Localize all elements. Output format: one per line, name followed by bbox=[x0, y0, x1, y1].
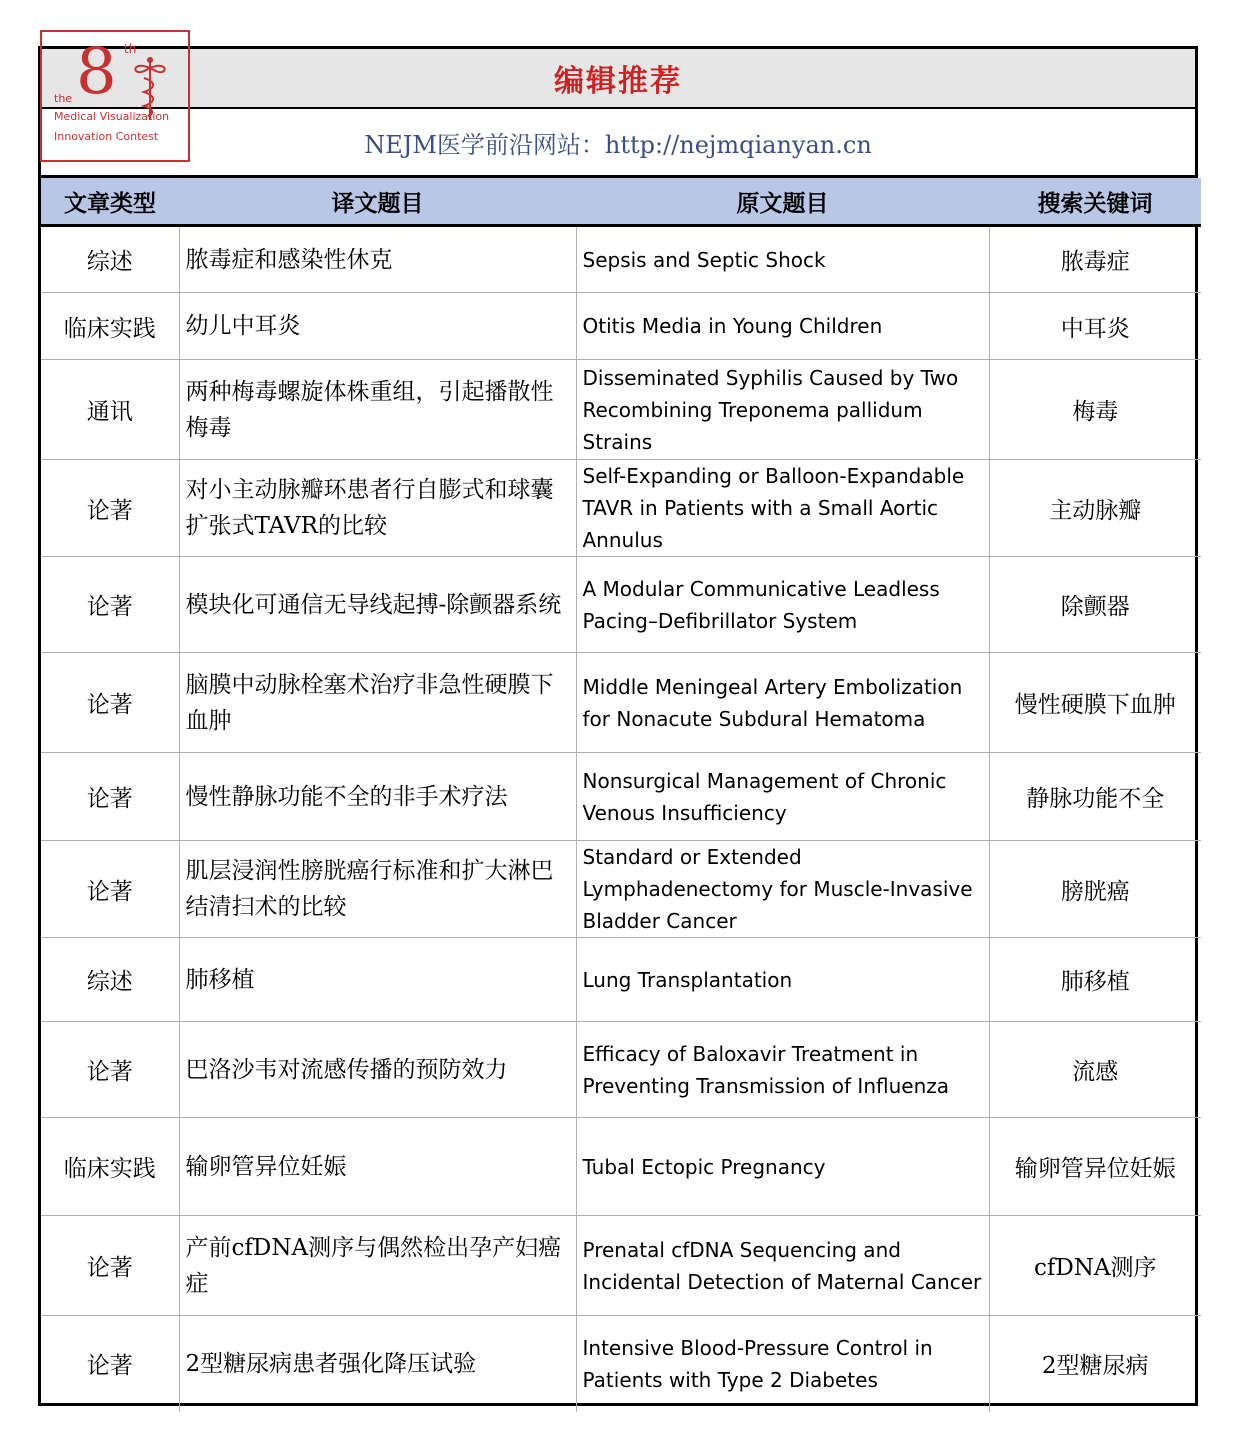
chinese-title: 产前cfDNA测序与偶然检出孕产妇癌症 bbox=[179, 1216, 576, 1316]
chinese-title: 对小主动脉瓣环患者行自膨式和球囊扩张式TAVR的比较 bbox=[179, 460, 576, 557]
search-keyword: 膀胱癌 bbox=[989, 841, 1201, 938]
logo-line-2: Innovation Contest bbox=[54, 130, 159, 143]
chinese-title: 脓毒症和感染性休克 bbox=[179, 226, 576, 293]
logo-ordinal: th bbox=[124, 42, 137, 56]
article-type: 论著 bbox=[41, 753, 179, 841]
logo-the: the bbox=[54, 92, 73, 105]
chinese-title: 2型糖尿病患者强化降压试验 bbox=[179, 1316, 576, 1412]
original-title: A Modular Communicative Leadless Pacing–Defibrillator System bbox=[576, 557, 989, 653]
original-title: Sepsis and Septic Shock bbox=[576, 226, 989, 293]
chinese-title: 幼儿中耳炎 bbox=[179, 293, 576, 360]
article-type: 论著 bbox=[41, 557, 179, 653]
chinese-title: 肌层浸润性膀胱癌行标准和扩大淋巴结清扫术的比较 bbox=[179, 841, 576, 938]
chinese-title: 模块化可通信无导线起搏-除颤器系统 bbox=[179, 557, 576, 653]
chinese-title: 慢性静脉功能不全的非手术疗法 bbox=[179, 753, 576, 841]
column-header-en-title: 原文题目 bbox=[576, 178, 989, 226]
search-keyword: 中耳炎 bbox=[989, 293, 1201, 360]
original-title: Intensive Blood-Pressure Control in Patients with Type 2 Diabetes bbox=[576, 1316, 989, 1412]
table-row bbox=[41, 1316, 1201, 1412]
table-row bbox=[41, 557, 1201, 653]
logo-number: 8 bbox=[76, 35, 117, 109]
chinese-title: 肺移植 bbox=[179, 938, 576, 1022]
original-title: Lung Transplantation bbox=[576, 938, 989, 1022]
table-header-row bbox=[41, 178, 1201, 226]
article-type: 综述 bbox=[86, 249, 133, 275]
original-title: Otitis Media in Young Children bbox=[576, 293, 989, 360]
original-title: Self-Expanding or Balloon-Expandable TAVR in Patients with a Small Aortic Annulus bbox=[576, 460, 989, 557]
search-keyword: cfDNA测序 bbox=[989, 1216, 1201, 1316]
original-title: Prenatal cfDNA Sequencing and Incidental Detection of Maternal Cancer bbox=[576, 1216, 989, 1316]
original-title: Efficacy of Baloxavir Treatment in Preventing Transmission of Influenza bbox=[576, 1022, 989, 1118]
chinese-title: 两种梅毒螺旋体株重组，引起播散性梅毒 bbox=[179, 360, 576, 460]
article-type: 通讯 bbox=[41, 360, 179, 460]
original-title: Nonsurgical Management of Chronic Venous Insufficiency bbox=[576, 753, 989, 841]
table-row bbox=[41, 841, 1201, 938]
search-keyword: 梅毒 bbox=[989, 360, 1201, 460]
column-header-type: 文章类型 bbox=[41, 178, 179, 226]
search-keyword: 脓毒症 bbox=[989, 226, 1201, 293]
original-title: Standard or Extended Lymphadenectomy for Muscle-Invasive Bladder Cancer bbox=[576, 841, 989, 938]
search-keyword: 流感 bbox=[989, 1022, 1201, 1118]
chinese-title: 脑膜中动脉栓塞术治疗非急性硬膜下血肿 bbox=[179, 653, 576, 753]
search-keyword: 慢性硬膜下血肿 bbox=[989, 653, 1201, 753]
search-keyword: 静脉功能不全 bbox=[989, 753, 1201, 841]
table-row bbox=[41, 460, 1201, 557]
article-type: 论著 bbox=[41, 460, 179, 557]
column-header-keyword: 搜索关键词 bbox=[989, 178, 1201, 226]
table-row bbox=[41, 293, 1201, 360]
logo-line-1: Medical Visualization bbox=[54, 110, 170, 123]
original-title: Tubal Ectopic Pregnancy bbox=[576, 1118, 989, 1216]
site-url-text: NEJM医学前沿网站：http://nejmqianyan.cn bbox=[41, 109, 1195, 178]
article-type: 综述 bbox=[41, 938, 179, 1022]
table-row bbox=[41, 938, 1201, 1022]
table-row bbox=[41, 1022, 1201, 1118]
search-keyword: 主动脉瓣 bbox=[989, 460, 1201, 557]
article-type: 临床实践 bbox=[41, 1118, 179, 1216]
search-keyword: 输卵管异位妊娠 bbox=[989, 1118, 1201, 1216]
article-table bbox=[41, 178, 1201, 1412]
table-row bbox=[41, 360, 1201, 460]
article-type: 论著 bbox=[41, 841, 179, 938]
table-row bbox=[41, 1118, 1201, 1216]
table-row bbox=[41, 1216, 1201, 1316]
article-type: 临床实践 bbox=[41, 293, 179, 360]
original-title: Disseminated Syphilis Caused by Two Recombining Treponema pallidum Strains bbox=[576, 360, 989, 460]
article-type: 论著 bbox=[41, 653, 179, 753]
recommendation-sheet bbox=[38, 46, 1198, 1406]
article-type: 论著 bbox=[41, 1216, 179, 1316]
search-keyword: 肺移植 bbox=[989, 938, 1201, 1022]
column-header-zh-title: 译文题目 bbox=[179, 178, 576, 226]
search-keyword: 除颤器 bbox=[989, 557, 1201, 653]
search-keyword: 2型糖尿病 bbox=[989, 1316, 1201, 1412]
table-row bbox=[41, 753, 1201, 841]
article-type: 论著 bbox=[41, 1316, 179, 1412]
chinese-title: 巴洛沙韦对流感传播的预防效力 bbox=[179, 1022, 576, 1118]
original-title: Middle Meningeal Artery Embolization for Nonacute Subdural Hematoma bbox=[576, 653, 989, 753]
table-row bbox=[41, 653, 1201, 753]
chinese-title: 输卵管异位妊娠 bbox=[179, 1118, 576, 1216]
table-row bbox=[41, 226, 1201, 293]
page-title: 编辑推荐 bbox=[41, 49, 1195, 109]
article-type: 论著 bbox=[41, 1022, 179, 1118]
contest-logo bbox=[40, 30, 190, 162]
